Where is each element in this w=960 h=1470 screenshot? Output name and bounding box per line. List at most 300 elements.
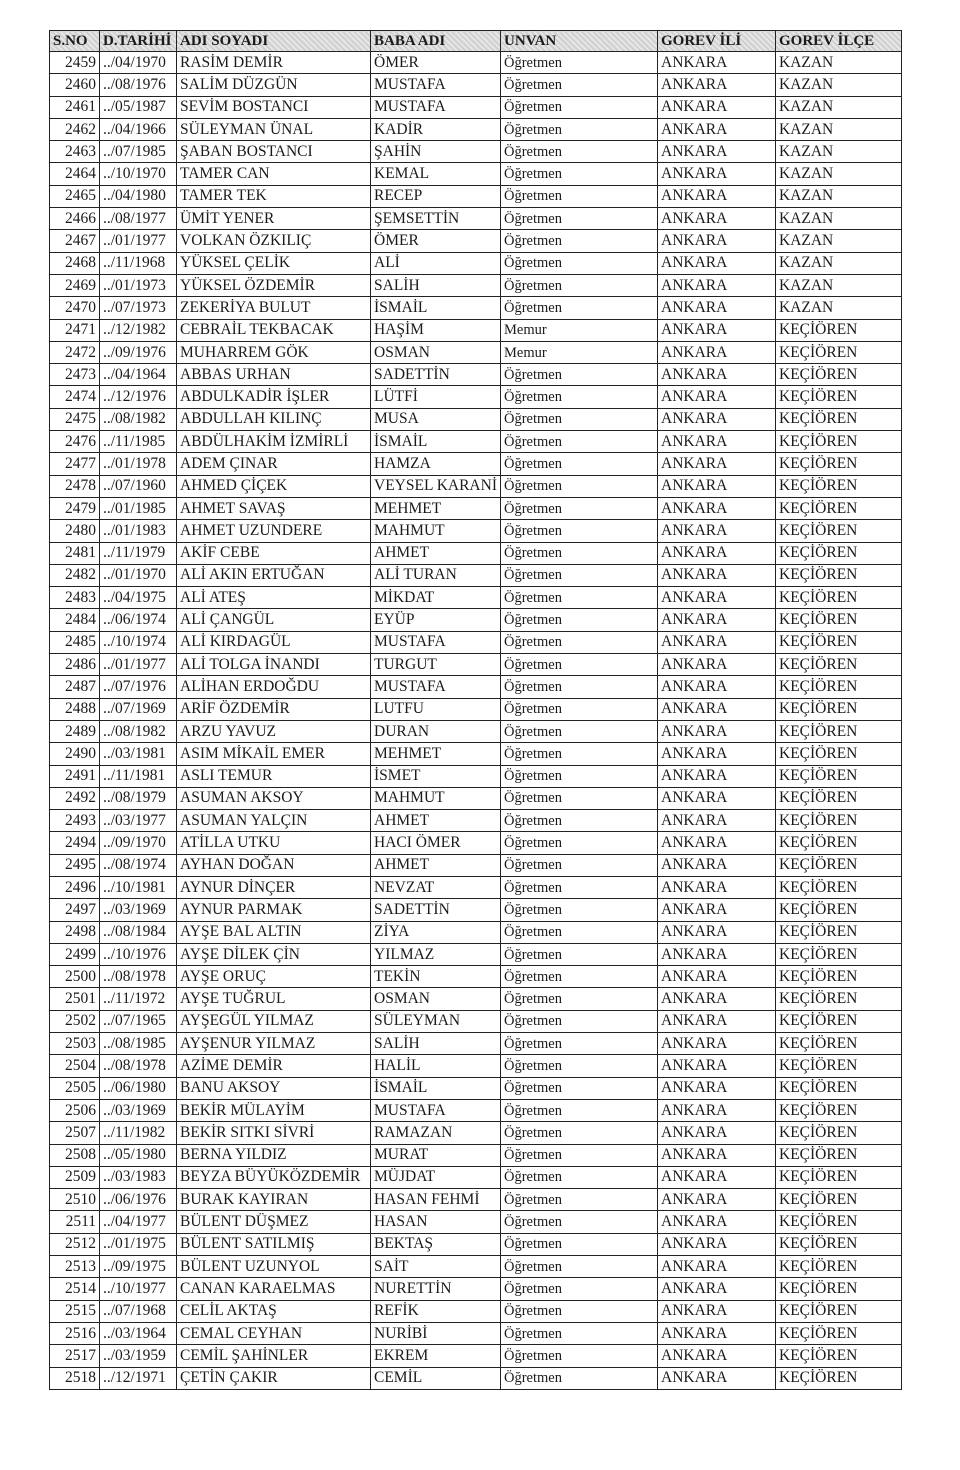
cell-sno: 2485 <box>50 631 100 653</box>
header-sno: S.NO <box>50 31 100 52</box>
cell-father-name: MEHMET <box>371 497 501 519</box>
table-row <box>50 408 902 430</box>
cell-province: ANKARA <box>658 609 776 631</box>
cell-full-name: CELİL AKTAŞ <box>177 1300 371 1322</box>
cell-father-name: OSMAN <box>371 988 501 1010</box>
table-row <box>50 654 902 676</box>
cell-birth-date: ../10/1970 <box>100 163 177 185</box>
cell-full-name: AYŞE DİLEK ÇİN <box>177 943 371 965</box>
header-father-name: BABA ADI <box>371 31 501 52</box>
table-row <box>50 832 902 854</box>
table-row <box>50 787 902 809</box>
cell-full-name: BERNA YILDIZ <box>177 1144 371 1166</box>
cell-full-name: AYHAN DOĞAN <box>177 854 371 876</box>
cell-sno: 2479 <box>50 497 100 519</box>
cell-district: KAZAN <box>776 252 902 274</box>
cell-birth-date: ../01/1975 <box>100 1233 177 1255</box>
cell-birth-date: ../03/1959 <box>100 1345 177 1367</box>
table-row <box>50 1077 902 1099</box>
table-row <box>50 274 902 296</box>
cell-title: Öğretmen <box>501 966 658 988</box>
cell-birth-date: ../03/1981 <box>100 743 177 765</box>
cell-father-name: SADETTİN <box>371 899 501 921</box>
cell-sno: 2500 <box>50 966 100 988</box>
cell-sno: 2464 <box>50 163 100 185</box>
cell-title: Öğretmen <box>501 497 658 519</box>
cell-district: KEÇİÖREN <box>776 564 902 586</box>
cell-sno: 2482 <box>50 564 100 586</box>
cell-father-name: BEKTAŞ <box>371 1233 501 1255</box>
cell-sno: 2480 <box>50 520 100 542</box>
cell-birth-date: ../12/1976 <box>100 386 177 408</box>
table-row <box>50 497 902 519</box>
cell-birth-date: ../08/1982 <box>100 720 177 742</box>
cell-province: ANKARA <box>658 1166 776 1188</box>
cell-district: KEÇİÖREN <box>776 1211 902 1233</box>
cell-sno: 2518 <box>50 1367 100 1389</box>
cell-sno: 2512 <box>50 1233 100 1255</box>
cell-title: Öğretmen <box>501 542 658 564</box>
cell-full-name: AHMET SAVAŞ <box>177 497 371 519</box>
table-row <box>50 96 902 118</box>
cell-province: ANKARA <box>658 408 776 430</box>
cell-district: KEÇİÖREN <box>776 676 902 698</box>
cell-sno: 2513 <box>50 1256 100 1278</box>
cell-father-name: CEMİL <box>371 1367 501 1389</box>
cell-district: KEÇİÖREN <box>776 386 902 408</box>
cell-title: Öğretmen <box>501 52 658 74</box>
cell-district: KEÇİÖREN <box>776 341 902 363</box>
table-row <box>50 252 902 274</box>
cell-district: KAZAN <box>776 230 902 252</box>
cell-province: ANKARA <box>658 743 776 765</box>
cell-father-name: MUSTAFA <box>371 676 501 698</box>
table-row <box>50 765 902 787</box>
cell-sno: 2517 <box>50 1345 100 1367</box>
cell-title: Öğretmen <box>501 587 658 609</box>
cell-birth-date: ../04/1970 <box>100 52 177 74</box>
table-row <box>50 141 902 163</box>
cell-birth-date: ../07/1968 <box>100 1300 177 1322</box>
cell-father-name: MUSTAFA <box>371 74 501 96</box>
cell-birth-date: ../05/1987 <box>100 96 177 118</box>
cell-title: Öğretmen <box>501 787 658 809</box>
table-row <box>50 542 902 564</box>
cell-sno: 2477 <box>50 453 100 475</box>
cell-sno: 2483 <box>50 587 100 609</box>
table-row <box>50 587 902 609</box>
cell-province: ANKARA <box>658 1010 776 1032</box>
cell-title: Öğretmen <box>501 1322 658 1344</box>
cell-full-name: AYŞE BAL ALTIN <box>177 921 371 943</box>
cell-province: ANKARA <box>658 587 776 609</box>
cell-province: ANKARA <box>658 185 776 207</box>
cell-father-name: MİKDAT <box>371 587 501 609</box>
cell-father-name: SADETTİN <box>371 364 501 386</box>
cell-full-name: ASLI TEMUR <box>177 765 371 787</box>
cell-province: ANKARA <box>658 96 776 118</box>
cell-sno: 2467 <box>50 230 100 252</box>
cell-full-name: ASIM MİKAİL EMER <box>177 743 371 765</box>
cell-province: ANKARA <box>658 1099 776 1121</box>
cell-full-name: BANU AKSOY <box>177 1077 371 1099</box>
cell-sno: 2463 <box>50 141 100 163</box>
cell-title: Öğretmen <box>501 431 658 453</box>
cell-province: ANKARA <box>658 297 776 319</box>
cell-father-name: REFİK <box>371 1300 501 1322</box>
table-row <box>50 609 902 631</box>
cell-sno: 2478 <box>50 475 100 497</box>
cell-birth-date: ../01/1977 <box>100 654 177 676</box>
cell-sno: 2471 <box>50 319 100 341</box>
cell-title: Öğretmen <box>501 899 658 921</box>
cell-title: Öğretmen <box>501 1166 658 1188</box>
cell-title: Öğretmen <box>501 743 658 765</box>
personnel-table <box>49 30 902 1390</box>
cell-district: KEÇİÖREN <box>776 587 902 609</box>
cell-district: KEÇİÖREN <box>776 1010 902 1032</box>
cell-father-name: İSMAİL <box>371 431 501 453</box>
cell-province: ANKARA <box>658 364 776 386</box>
cell-district: KEÇİÖREN <box>776 431 902 453</box>
cell-title: Öğretmen <box>501 408 658 430</box>
cell-birth-date: ../07/1965 <box>100 1010 177 1032</box>
cell-province: ANKARA <box>658 966 776 988</box>
cell-father-name: OSMAN <box>371 341 501 363</box>
cell-full-name: AYNUR DİNÇER <box>177 876 371 898</box>
cell-father-name: MURAT <box>371 1144 501 1166</box>
cell-province: ANKARA <box>658 921 776 943</box>
header-province: GOREV İLİ <box>658 31 776 52</box>
cell-province: ANKARA <box>658 854 776 876</box>
cell-father-name: SALİH <box>371 1033 501 1055</box>
cell-sno: 2510 <box>50 1189 100 1211</box>
cell-title: Öğretmen <box>501 364 658 386</box>
cell-father-name: EYÜP <box>371 609 501 631</box>
cell-sno: 2487 <box>50 676 100 698</box>
cell-father-name: EKREM <box>371 1345 501 1367</box>
cell-sno: 2490 <box>50 743 100 765</box>
cell-father-name: KEMAL <box>371 163 501 185</box>
cell-title: Öğretmen <box>501 297 658 319</box>
cell-title: Öğretmen <box>501 1189 658 1211</box>
cell-father-name: HAŞİM <box>371 319 501 341</box>
cell-birth-date: ../10/1977 <box>100 1278 177 1300</box>
cell-district: KEÇİÖREN <box>776 743 902 765</box>
cell-title: Öğretmen <box>501 386 658 408</box>
cell-province: ANKARA <box>658 74 776 96</box>
cell-father-name: MUSTAFA <box>371 1099 501 1121</box>
cell-title: Öğretmen <box>501 854 658 876</box>
table-row <box>50 921 902 943</box>
table-body <box>50 52 902 1390</box>
cell-birth-date: ../07/1960 <box>100 475 177 497</box>
cell-birth-date: ../12/1982 <box>100 319 177 341</box>
cell-sno: 2475 <box>50 408 100 430</box>
cell-father-name: MAHMUT <box>371 787 501 809</box>
cell-sno: 2498 <box>50 921 100 943</box>
cell-full-name: BÜLENT DÜŞMEZ <box>177 1211 371 1233</box>
cell-title: Öğretmen <box>501 720 658 742</box>
cell-father-name: ÖMER <box>371 52 501 74</box>
cell-title: Öğretmen <box>501 453 658 475</box>
cell-district: KEÇİÖREN <box>776 1322 902 1344</box>
cell-title: Öğretmen <box>501 876 658 898</box>
table-row <box>50 943 902 965</box>
cell-full-name: ASUMAN YALÇIN <box>177 810 371 832</box>
cell-title: Öğretmen <box>501 74 658 96</box>
table-row <box>50 1010 902 1032</box>
cell-father-name: ŞEMSETTİN <box>371 208 501 230</box>
cell-district: KEÇİÖREN <box>776 1189 902 1211</box>
cell-province: ANKARA <box>658 1211 776 1233</box>
cell-full-name: AHMET UZUNDERE <box>177 520 371 542</box>
cell-sno: 2465 <box>50 185 100 207</box>
cell-birth-date: ../08/1978 <box>100 966 177 988</box>
cell-full-name: ALİHAN ERDOĞDU <box>177 676 371 698</box>
table-row <box>50 1345 902 1367</box>
cell-district: KEÇİÖREN <box>776 497 902 519</box>
cell-birth-date: ../04/1975 <box>100 587 177 609</box>
cell-full-name: BEKİR SITKI SİVRİ <box>177 1122 371 1144</box>
cell-full-name: AYŞEGÜL YILMAZ <box>177 1010 371 1032</box>
cell-birth-date: ../07/1969 <box>100 698 177 720</box>
cell-father-name: MÜJDAT <box>371 1166 501 1188</box>
table-row <box>50 564 902 586</box>
cell-birth-date: ../11/1968 <box>100 252 177 274</box>
cell-full-name: ABBAS URHAN <box>177 364 371 386</box>
table-row <box>50 1367 902 1389</box>
cell-province: ANKARA <box>658 1345 776 1367</box>
table-row <box>50 319 902 341</box>
cell-province: ANKARA <box>658 542 776 564</box>
cell-father-name: DURAN <box>371 720 501 742</box>
cell-province: ANKARA <box>658 698 776 720</box>
cell-title: Öğretmen <box>501 921 658 943</box>
header-district: GOREV İLÇE <box>776 31 902 52</box>
cell-full-name: TAMER TEK <box>177 185 371 207</box>
cell-province: ANKARA <box>658 141 776 163</box>
cell-birth-date: ../08/1977 <box>100 208 177 230</box>
cell-birth-date: ../04/1964 <box>100 364 177 386</box>
cell-sno: 2484 <box>50 609 100 631</box>
cell-district: KEÇİÖREN <box>776 765 902 787</box>
cell-title: Öğretmen <box>501 698 658 720</box>
table-row <box>50 1278 902 1300</box>
cell-full-name: ALİ KIRDAGÜL <box>177 631 371 653</box>
cell-birth-date: ../08/1978 <box>100 1055 177 1077</box>
cell-district: KEÇİÖREN <box>776 899 902 921</box>
cell-sno: 2516 <box>50 1322 100 1344</box>
cell-district: KEÇİÖREN <box>776 966 902 988</box>
cell-district: KEÇİÖREN <box>776 1122 902 1144</box>
cell-title: Öğretmen <box>501 141 658 163</box>
cell-province: ANKARA <box>658 453 776 475</box>
cell-title: Öğretmen <box>501 230 658 252</box>
cell-birth-date: ../11/1982 <box>100 1122 177 1144</box>
table-row <box>50 1233 902 1255</box>
cell-father-name: İSMAİL <box>371 1077 501 1099</box>
cell-district: KEÇİÖREN <box>776 698 902 720</box>
cell-district: KAZAN <box>776 163 902 185</box>
cell-birth-date: ../04/1977 <box>100 1211 177 1233</box>
cell-sno: 2473 <box>50 364 100 386</box>
table-row <box>50 1055 902 1077</box>
header-row <box>50 31 902 52</box>
cell-title: Öğretmen <box>501 1211 658 1233</box>
table-row <box>50 1322 902 1344</box>
cell-father-name: RAMAZAN <box>371 1122 501 1144</box>
cell-province: ANKARA <box>658 163 776 185</box>
cell-full-name: SÜLEYMAN ÜNAL <box>177 118 371 140</box>
cell-district: KEÇİÖREN <box>776 1099 902 1121</box>
cell-full-name: ADEM ÇINAR <box>177 453 371 475</box>
cell-birth-date: ../08/1979 <box>100 787 177 809</box>
table-row <box>50 208 902 230</box>
cell-title: Öğretmen <box>501 943 658 965</box>
cell-province: ANKARA <box>658 1322 776 1344</box>
table-row <box>50 1189 902 1211</box>
cell-birth-date: ../01/1970 <box>100 564 177 586</box>
table-row <box>50 52 902 74</box>
cell-sno: 2499 <box>50 943 100 965</box>
cell-district: KEÇİÖREN <box>776 1077 902 1099</box>
cell-full-name: RASİM DEMİR <box>177 52 371 74</box>
cell-sno: 2466 <box>50 208 100 230</box>
cell-province: ANKARA <box>658 208 776 230</box>
cell-province: ANKARA <box>658 1189 776 1211</box>
cell-father-name: LÜTFİ <box>371 386 501 408</box>
cell-sno: 2496 <box>50 876 100 898</box>
cell-father-name: MUSTAFA <box>371 631 501 653</box>
cell-district: KEÇİÖREN <box>776 921 902 943</box>
cell-father-name: ZİYA <box>371 921 501 943</box>
cell-sno: 2489 <box>50 720 100 742</box>
cell-title: Öğretmen <box>501 1256 658 1278</box>
cell-title: Memur <box>501 341 658 363</box>
cell-district: KEÇİÖREN <box>776 1278 902 1300</box>
table-row <box>50 185 902 207</box>
cell-full-name: AYŞE ORUÇ <box>177 966 371 988</box>
cell-birth-date: ../09/1976 <box>100 341 177 363</box>
cell-father-name: SALİH <box>371 274 501 296</box>
table-row <box>50 1300 902 1322</box>
cell-birth-date: ../10/1976 <box>100 943 177 965</box>
cell-title: Öğretmen <box>501 274 658 296</box>
cell-district: KEÇİÖREN <box>776 810 902 832</box>
cell-full-name: ARİF ÖZDEMİR <box>177 698 371 720</box>
cell-province: ANKARA <box>658 876 776 898</box>
cell-province: ANKARA <box>658 832 776 854</box>
cell-province: ANKARA <box>658 431 776 453</box>
cell-district: KEÇİÖREN <box>776 832 902 854</box>
cell-title: Öğretmen <box>501 252 658 274</box>
cell-district: KEÇİÖREN <box>776 520 902 542</box>
cell-birth-date: ../03/1964 <box>100 1322 177 1344</box>
table-row <box>50 1033 902 1055</box>
cell-district: KAZAN <box>776 96 902 118</box>
cell-title: Öğretmen <box>501 564 658 586</box>
cell-province: ANKARA <box>658 676 776 698</box>
table-row <box>50 431 902 453</box>
table-row <box>50 1256 902 1278</box>
cell-birth-date: ../08/1982 <box>100 408 177 430</box>
cell-birth-date: ../06/1976 <box>100 1189 177 1211</box>
cell-province: ANKARA <box>658 475 776 497</box>
cell-sno: 2486 <box>50 654 100 676</box>
cell-district: KAZAN <box>776 185 902 207</box>
table-row <box>50 364 902 386</box>
table-row <box>50 386 902 408</box>
table-row <box>50 743 902 765</box>
table-row <box>50 854 902 876</box>
cell-father-name: ŞAHİN <box>371 141 501 163</box>
cell-district: KAZAN <box>776 297 902 319</box>
cell-district: KEÇİÖREN <box>776 854 902 876</box>
cell-birth-date: ../01/1983 <box>100 520 177 542</box>
table-row <box>50 631 902 653</box>
table-row <box>50 1099 902 1121</box>
cell-title: Öğretmen <box>501 810 658 832</box>
cell-sno: 2506 <box>50 1099 100 1121</box>
cell-district: KEÇİÖREN <box>776 609 902 631</box>
cell-province: ANKARA <box>658 1077 776 1099</box>
cell-birth-date: ../01/1985 <box>100 497 177 519</box>
cell-father-name: ÖMER <box>371 230 501 252</box>
cell-full-name: CANAN KARAELMAS <box>177 1278 371 1300</box>
cell-district: KEÇİÖREN <box>776 876 902 898</box>
cell-district: KEÇİÖREN <box>776 943 902 965</box>
cell-title: Öğretmen <box>501 1300 658 1322</box>
table-row <box>50 810 902 832</box>
table-row <box>50 1166 902 1188</box>
cell-district: KAZAN <box>776 118 902 140</box>
cell-sno: 2488 <box>50 698 100 720</box>
cell-father-name: NURİBİ <box>371 1322 501 1344</box>
cell-title: Öğretmen <box>501 520 658 542</box>
cell-title: Öğretmen <box>501 1010 658 1032</box>
cell-district: KAZAN <box>776 141 902 163</box>
cell-birth-date: ../07/1973 <box>100 297 177 319</box>
cell-full-name: ATİLLA UTKU <box>177 832 371 854</box>
cell-full-name: AYNUR PARMAK <box>177 899 371 921</box>
cell-province: ANKARA <box>658 230 776 252</box>
cell-full-name: ALİ TOLGA İNANDI <box>177 654 371 676</box>
cell-sno: 2511 <box>50 1211 100 1233</box>
cell-title: Öğretmen <box>501 118 658 140</box>
cell-birth-date: ../04/1966 <box>100 118 177 140</box>
table-row <box>50 1122 902 1144</box>
cell-full-name: ÜMİT YENER <box>177 208 371 230</box>
cell-district: KEÇİÖREN <box>776 1233 902 1255</box>
cell-title: Öğretmen <box>501 676 658 698</box>
cell-sno: 2508 <box>50 1144 100 1166</box>
table-row <box>50 297 902 319</box>
cell-birth-date: ../11/1981 <box>100 765 177 787</box>
cell-district: KEÇİÖREN <box>776 1166 902 1188</box>
cell-province: ANKARA <box>658 1300 776 1322</box>
table-row <box>50 453 902 475</box>
cell-birth-date: ../06/1974 <box>100 609 177 631</box>
cell-district: KAZAN <box>776 208 902 230</box>
cell-full-name: ALİ AKIN ERTUĞAN <box>177 564 371 586</box>
cell-father-name: ALİ TURAN <box>371 564 501 586</box>
cell-title: Öğretmen <box>501 1033 658 1055</box>
cell-birth-date: ../06/1980 <box>100 1077 177 1099</box>
cell-district: KEÇİÖREN <box>776 1033 902 1055</box>
cell-full-name: SEVİM BOSTANCI <box>177 96 371 118</box>
cell-birth-date: ../03/1969 <box>100 1099 177 1121</box>
